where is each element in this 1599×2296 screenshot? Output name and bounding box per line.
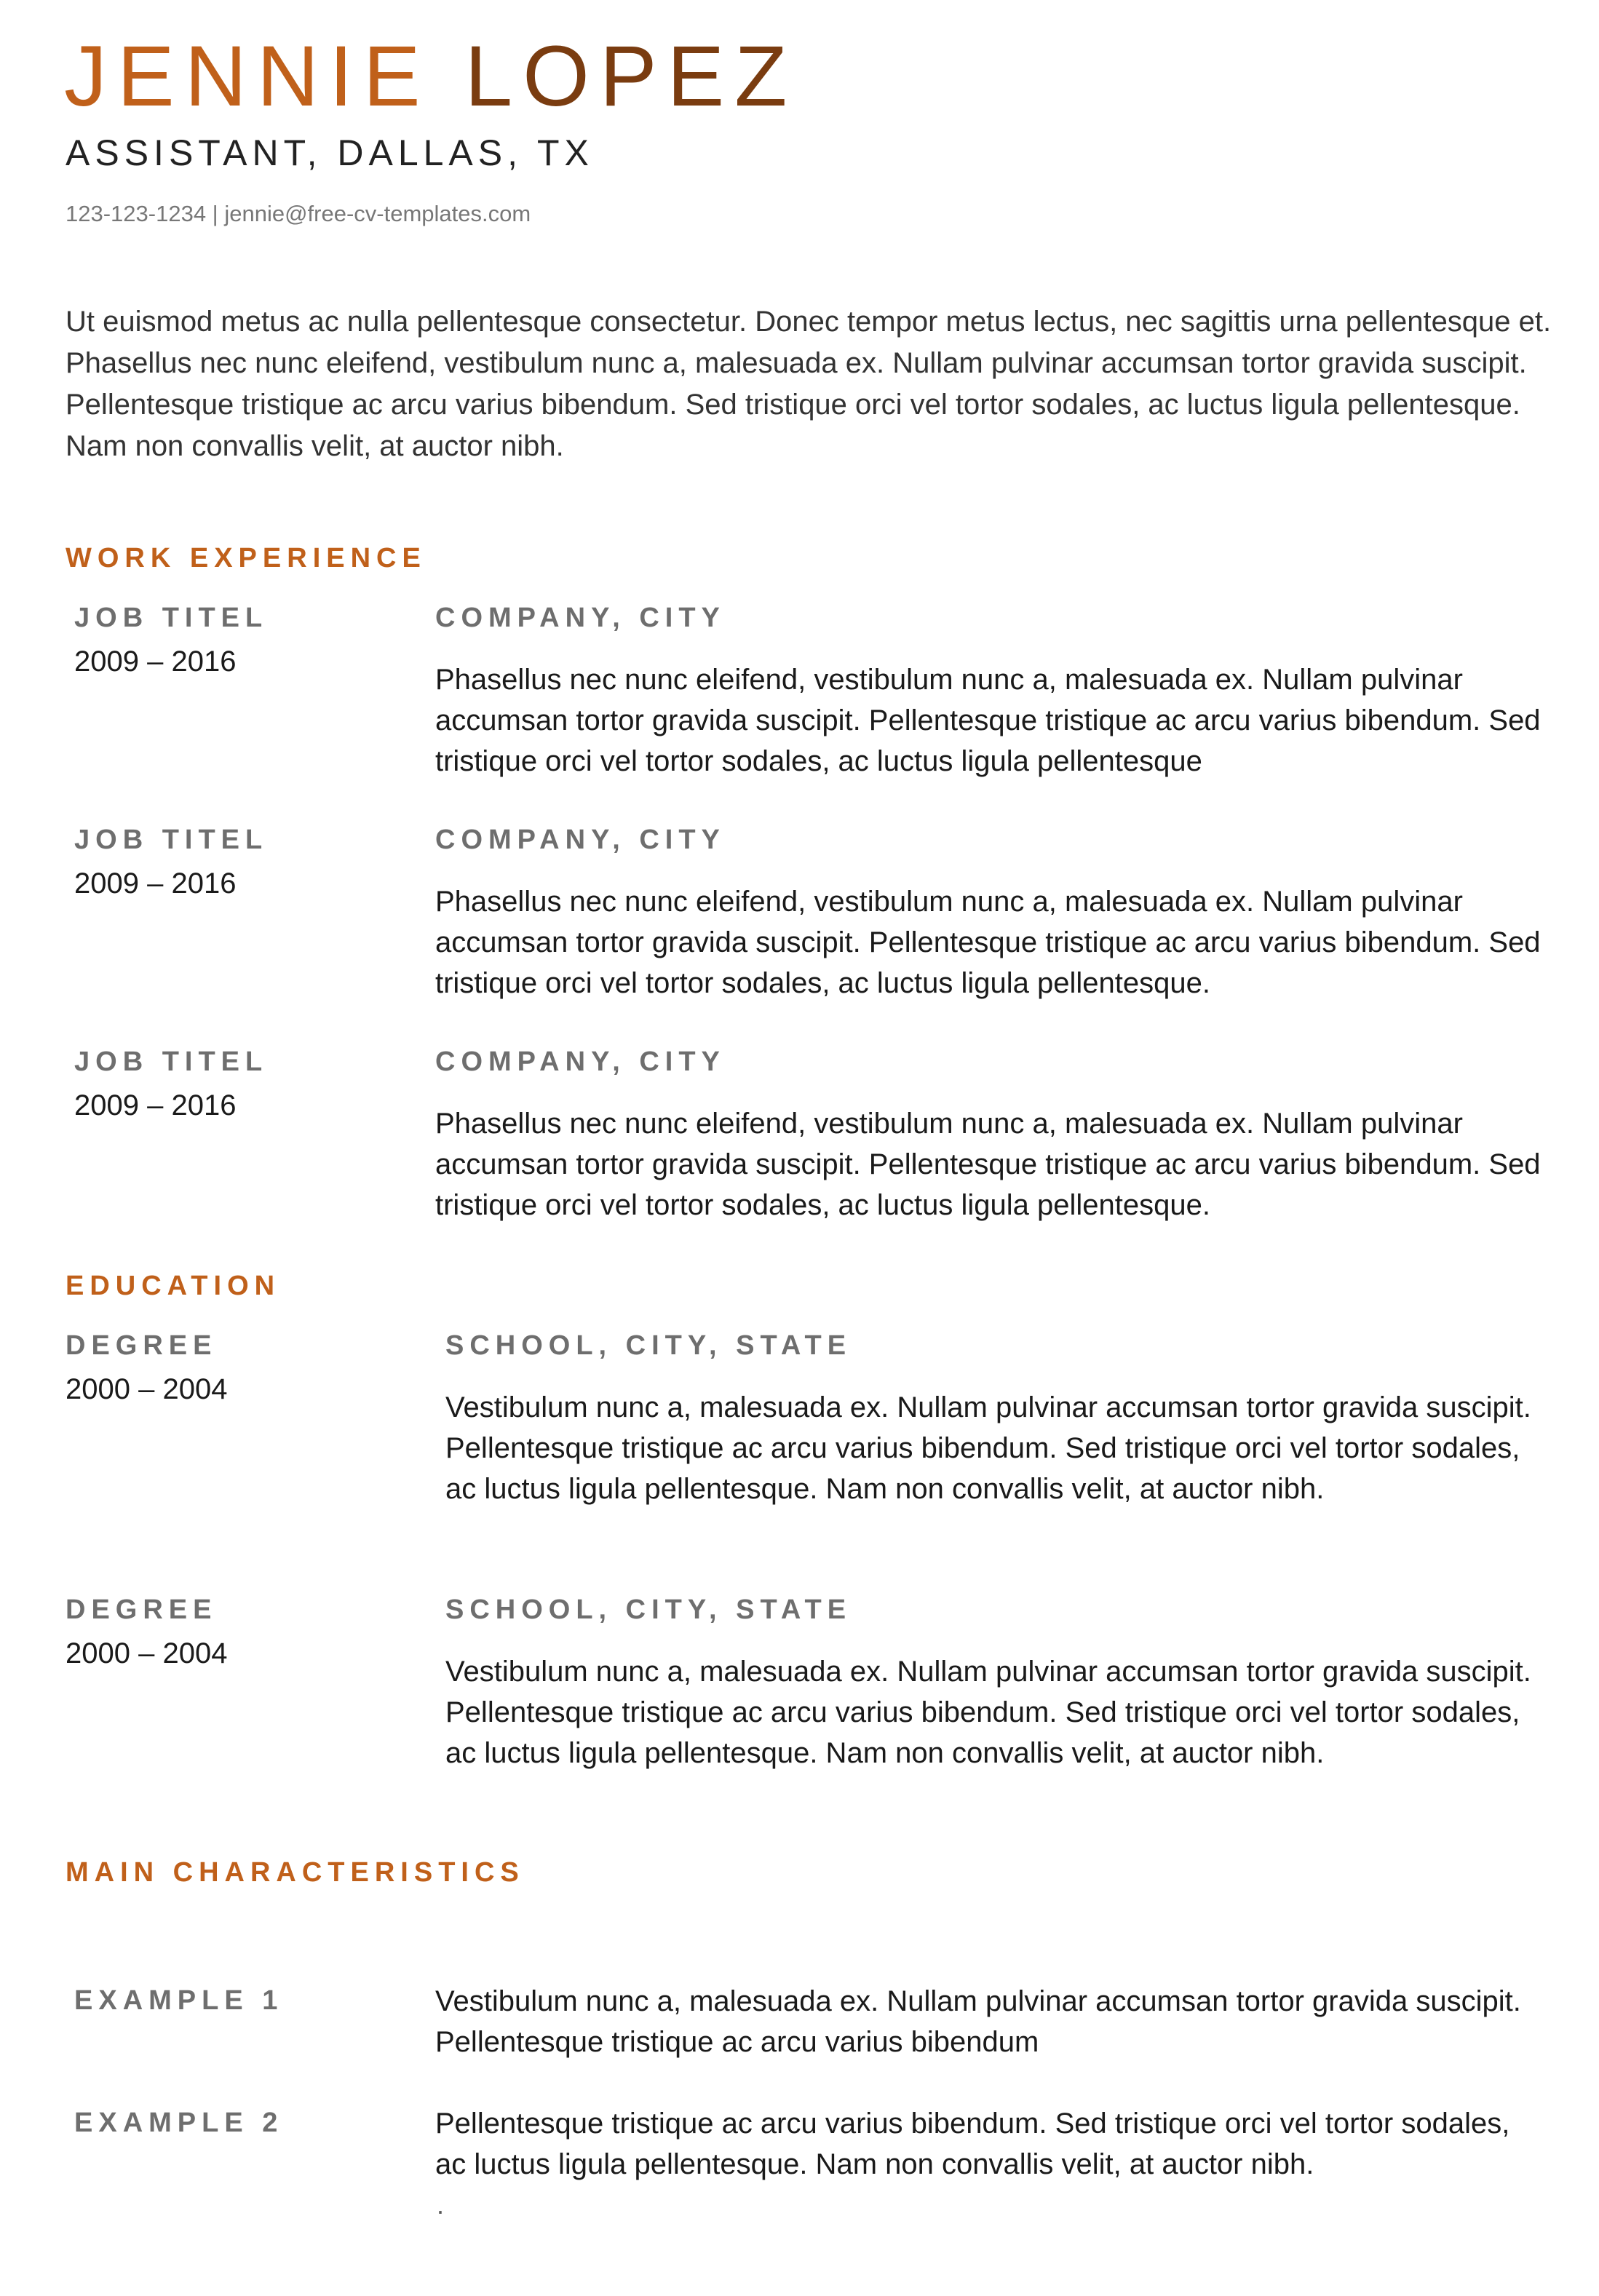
school-city-state: SCHOOL, CITY, STATE xyxy=(445,1594,852,1625)
job-years: 2009 – 2016 xyxy=(74,1089,237,1121)
characteristic-label: EXAMPLE 1 xyxy=(74,1985,284,2016)
education-title: EDUCATION xyxy=(66,1271,281,1301)
last-name: LOPEZ xyxy=(464,28,798,124)
contact-line: 123-123-1234 | jennie@free-cv-templates.com xyxy=(66,201,531,226)
work-experience-title: WORK EXPERIENCE xyxy=(66,543,426,573)
company-city: COMPANY, CITY xyxy=(435,603,726,633)
job-title: JOB TITEL xyxy=(74,1046,269,1077)
job-description: Phasellus nec nunc eleifend, vestibulum nunc a, malesuada ex. Nullam pulvinar accumsan tortor gravida suscipit. Pellentesque tristique ac arcu varius bibendum. Sed tristique orci vel tortor sodales, ac luctus ligula pellentesque xyxy=(435,664,1541,777)
job-title: JOB TITEL xyxy=(74,825,269,855)
degree-label: DEGREE xyxy=(66,1594,218,1625)
job-location-subtitle: ASSISTANT, DALLAS, TX xyxy=(66,132,594,173)
characteristic-description: Pellentesque tristique ac arcu varius bibendum. Sed tristique orci vel tortor sodales, ac luctus ligula pellentesque. Nam non convallis velit, at auctor nibh. xyxy=(435,2108,1510,2180)
trailing-period: . xyxy=(437,2190,445,2220)
job-years: 2009 – 2016 xyxy=(74,867,237,899)
job-description: Phasellus nec nunc eleifend, vestibulum nunc a, malesuada ex. Nullam pulvinar accumsan tortor gravida suscipit. Pellentesque tristique ac arcu varius bibendum. Sed tristique orci vel tortor sodales, ac luctus ligula pellentesque. xyxy=(435,886,1541,999)
job-title: JOB TITEL xyxy=(74,603,269,633)
profile-summary: Ut euismod metus ac nulla pellentesque consectetur. Donec tempor metus lectus, nec sagittis urna pellentesque et. Phasellus nec nunc eleifend, vestibulum nunc a, malesuada ex. Nullam pulvinar accumsan tortor gravida suscipit. Pellentesque tristique ac arcu varius bibendum. Sed tristique orci vel tortor sodales, ac luctus ligula pellentesque. Nam non convallis velit, at auctor nibh. xyxy=(66,306,1552,462)
first-name: JENNIE xyxy=(64,28,431,124)
education-years: 2000 – 2004 xyxy=(66,1637,228,1669)
job-description: Phasellus nec nunc eleifend, vestibulum nunc a, malesuada ex. Nullam pulvinar accumsan tortor gravida suscipit. Pellentesque tristique ac arcu varius bibendum. Sed tristique orci vel tortor sodales, ac luctus ligula pellentesque. xyxy=(435,1108,1541,1221)
education-years: 2000 – 2004 xyxy=(66,1373,228,1405)
education-description: Vestibulum nunc a, malesuada ex. Nullam pulvinar accumsan tortor gravida suscipit. Pellentesque tristique ac arcu varius bibendum. Sed tristique orci vel tortor sodales, ac luctus ligula pellentesque. Nam non convallis velit, at auctor nibh. xyxy=(445,1391,1531,1505)
candidate-name xyxy=(64,29,797,124)
company-city: COMPANY, CITY xyxy=(435,825,726,855)
job-years: 2009 – 2016 xyxy=(74,645,237,678)
main-characteristics-title: MAIN CHARACTERISTICS xyxy=(66,1857,525,1888)
company-city: COMPANY, CITY xyxy=(435,1046,726,1077)
school-city-state: SCHOOL, CITY, STATE xyxy=(445,1330,852,1361)
characteristic-description: Vestibulum nunc a, malesuada ex. Nullam pulvinar accumsan tortor gravida suscipit. Pellentesque tristique ac arcu varius bibendum xyxy=(435,1985,1521,2058)
degree-label: DEGREE xyxy=(66,1330,218,1361)
education-description: Vestibulum nunc a, malesuada ex. Nullam pulvinar accumsan tortor gravida suscipit. Pellentesque tristique ac arcu varius bibendum. Sed tristique orci vel tortor sodales, ac luctus ligula pellentesque. Nam non convallis velit, at auctor nibh. xyxy=(445,1656,1531,1769)
characteristic-label: EXAMPLE 2 xyxy=(74,2108,284,2138)
